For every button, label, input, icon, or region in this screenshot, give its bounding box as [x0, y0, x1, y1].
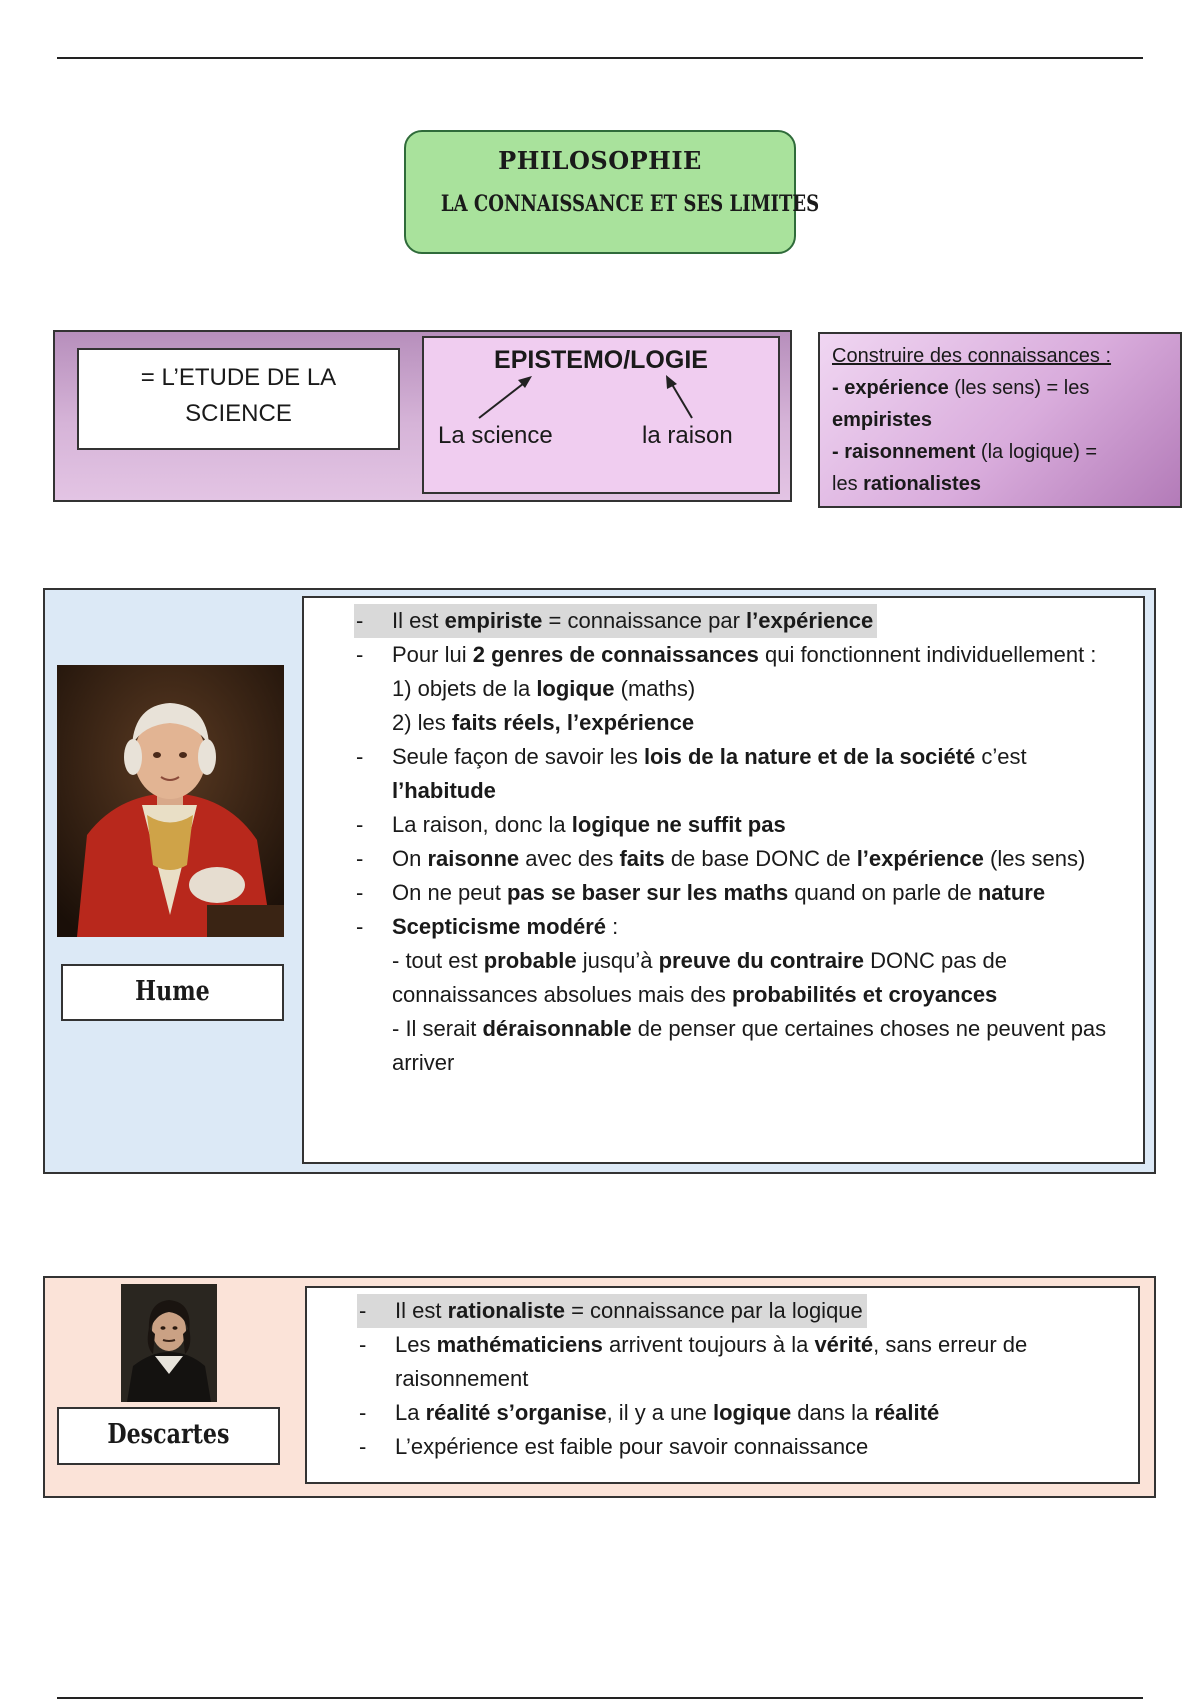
hume-bullet-7: - Scepticisme modéré : - tout est probable jusqu’à preuve du contraire DONC pas de connaissances absolues mais des probabilités et croyances - Il serait déraisonnable de penser que certaines choses ne peuvent pas arriver	[354, 910, 1134, 1080]
build-knowledge-box	[818, 332, 1182, 508]
hume-portrait	[57, 665, 284, 937]
subject-title: PHILOSOPHIE	[498, 146, 702, 175]
build-line-3: - raisonnement (la logique) =	[832, 441, 1098, 463]
hume-sub-2-2: 2) les faits réels, l’expérience	[392, 710, 695, 735]
bottom-rule	[57, 1697, 1143, 1699]
descartes-bullet-1: - Il est rationaliste = connaissance par la logique	[357, 1294, 867, 1328]
descartes-content-box	[305, 1286, 1140, 1484]
hume-bullet-2: - Pour lui 2 genres de connaissances qui fonctionnent individuellement : 1) objets de la logique (maths) 2) les faits réels, l’expérience	[354, 638, 1134, 740]
build-line-2: empiristes	[832, 409, 933, 431]
hume-sub-7-1: - tout est probable jusqu’à preuve du contraire DONC pas de connaissances absolues mais des probabilités et croyances	[392, 948, 1008, 1007]
hume-bullet-1: - Il est empiriste = connaissance par l’expérience	[354, 604, 877, 638]
definition-line-2: SCIENCE	[185, 400, 292, 427]
hume-name: Hume	[135, 976, 210, 1007]
etymology-science: La science	[438, 422, 553, 449]
chapter-title: LA CONNAISSANCE ET SES LIMITES	[440, 191, 820, 217]
hume-bullet-6: - On ne peut pas se baser sur les maths quand on parle de nature	[356, 880, 1046, 905]
descartes-bullet-3: - La réalité s’organise, il y a une logique dans la réalité	[359, 1400, 940, 1425]
etymology-word: EPISTEMO/LOGIE	[494, 346, 708, 374]
build-line-1: - expérience (les sens) = les	[832, 377, 1090, 399]
title-box	[404, 130, 820, 254]
top-rule	[57, 57, 1143, 59]
descartes-portrait	[121, 1284, 217, 1402]
hume-portrait-image	[57, 665, 284, 937]
descartes-bullet-2: - Les mathématiciens arrivent toujours à la vérité, sans erreur de raisonnement	[359, 1332, 1028, 1391]
hume-bullets	[354, 604, 1134, 1080]
descartes-name: Descartes	[107, 1419, 230, 1450]
arrow-left	[479, 380, 528, 418]
hume-sub-7-2: - Il serait déraisonnable de penser que certaines choses ne peuvent pas arriver	[392, 1016, 1107, 1075]
definition-line-1: = L’ETUDE DE LA	[140, 364, 337, 391]
arrow-right	[670, 381, 692, 418]
hume-sub-2-1: 1) objets de la logique (maths)	[392, 676, 696, 701]
hume-bullet-3: - Seule façon de savoir les lois de la nature et de la société c’est l’habitude	[356, 744, 1027, 803]
build-heading: Construire des connaissances :	[832, 345, 1112, 367]
descartes-portrait-image	[121, 1284, 217, 1402]
hume-name-box	[61, 964, 284, 1021]
hume-content-box	[302, 596, 1145, 1164]
hume-bullet-5: - On raisonne avec des faits de base DONC de l’expérience (les sens)	[356, 846, 1086, 871]
etymology-box	[422, 336, 780, 494]
etymology-arrows	[424, 338, 780, 494]
hume-bullet-4: - La raison, donc la logique ne suffit pas	[356, 812, 786, 837]
descartes-name-box	[57, 1407, 280, 1465]
etymology-reason: la raison	[642, 422, 733, 449]
build-line-4: les rationalistes	[832, 473, 981, 495]
arrow-right-head	[666, 375, 677, 389]
definition-box	[77, 348, 400, 450]
descartes-bullets	[357, 1294, 1132, 1464]
descartes-bullet-4: - L’expérience est faible pour savoir connaissance	[359, 1434, 869, 1459]
